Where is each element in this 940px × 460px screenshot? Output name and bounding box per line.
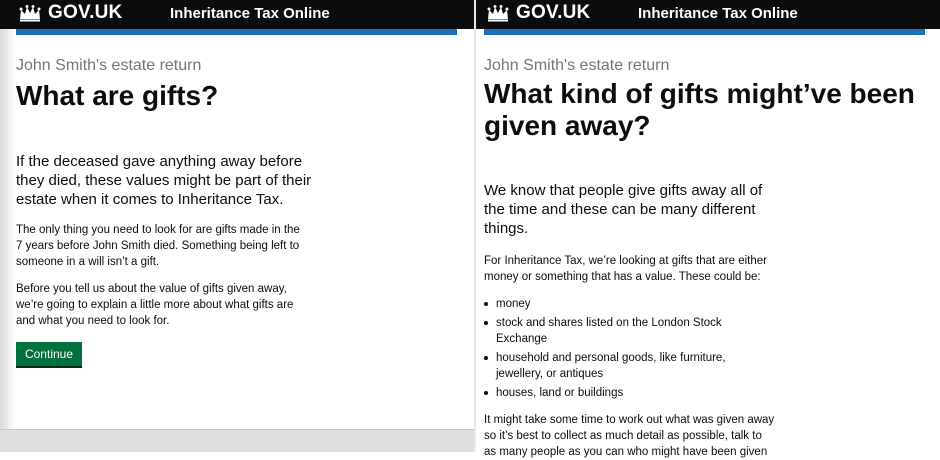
body-paragraph-2: [16, 281, 293, 329]
body-line: money or something that has a value. These could be:: [484, 271, 761, 283]
body-line: It might take some time to work out what was given away: [484, 414, 775, 426]
lead-line: We know that people give gifts away all of: [484, 182, 763, 199]
page-caption: John Smith's estate return: [16, 57, 202, 74]
continue-button[interactable]: Continue: [16, 342, 82, 366]
list-item-text: money: [496, 298, 531, 310]
logo-text: GOV.UK: [516, 2, 591, 23]
service-name-link[interactable]: Inheritance Tax Online: [170, 5, 330, 22]
body-line: and what you need to look for.: [16, 315, 170, 327]
body-line: someone in a will isn’t a gift.: [16, 256, 160, 268]
body-paragraph-1: [16, 222, 300, 270]
header-accent-bar: [16, 29, 457, 35]
list-item-text: Exchange: [496, 333, 548, 345]
page-title: What are gifts?: [16, 80, 219, 111]
header-accent-bar: [484, 29, 925, 35]
crown-icon: [486, 4, 510, 22]
gift-types-list: [484, 296, 924, 404]
list-item-text: stock and shares listed on the London Stock: [496, 317, 722, 329]
body-line: as many people as you can who might have been given: [484, 446, 768, 458]
left-page: [0, 0, 474, 451]
page-caption: John Smith's estate return: [484, 57, 670, 74]
title-line: What kind of gifts might’ve been: [484, 78, 915, 109]
crown-icon: [18, 4, 42, 22]
govuk-logo-link[interactable]: [486, 2, 590, 24]
body-line: Before you tell us about the value of gifts given away,: [16, 283, 287, 295]
lead-line: things.: [484, 220, 529, 237]
page-title: [484, 78, 915, 142]
logo-text: GOV.UK: [48, 2, 123, 23]
lead-line: If the deceased gave anything away before: [16, 153, 303, 170]
govuk-header: [476, 0, 940, 29]
body-line: so it’s best to collect as much detail as possible, talk to: [484, 430, 762, 442]
body-line: we’re going to explain a little more about what gifts are: [16, 299, 294, 311]
body-line: For Inheritance Tax, we’re looking at gifts that are either: [484, 255, 767, 267]
lead-paragraph: [16, 152, 311, 209]
page-edge-shadow: [0, 0, 16, 451]
govuk-header: [0, 0, 474, 29]
list-item: [484, 315, 924, 347]
list-item-text: jewellery, or antiques: [496, 368, 604, 380]
title-line: given away?: [484, 110, 651, 141]
body-paragraph-1: [484, 253, 767, 285]
body-paragraph-2: [484, 412, 774, 460]
list-item: [484, 350, 924, 382]
page-footer-area: [0, 429, 474, 452]
lead-line: the time and these can be many different: [484, 201, 756, 218]
lead-line: estate when it comes to Inheritance Tax.: [16, 191, 284, 208]
body-line: The only thing you need to look for are gifts made in the: [16, 224, 300, 236]
list-item: [484, 296, 924, 312]
list-item-text: houses, land or buildings: [496, 387, 624, 399]
list-item: [484, 385, 924, 401]
govuk-logo-link[interactable]: [18, 2, 122, 24]
lead-paragraph: [484, 181, 762, 238]
list-item-text: household and personal goods, like furniture,: [496, 352, 726, 364]
right-page: [476, 0, 940, 458]
service-name-link[interactable]: Inheritance Tax Online: [638, 5, 798, 22]
body-line: 7 years before John Smith died. Something being left to: [16, 240, 300, 252]
lead-line: they died, these values might be part of their: [16, 172, 312, 189]
